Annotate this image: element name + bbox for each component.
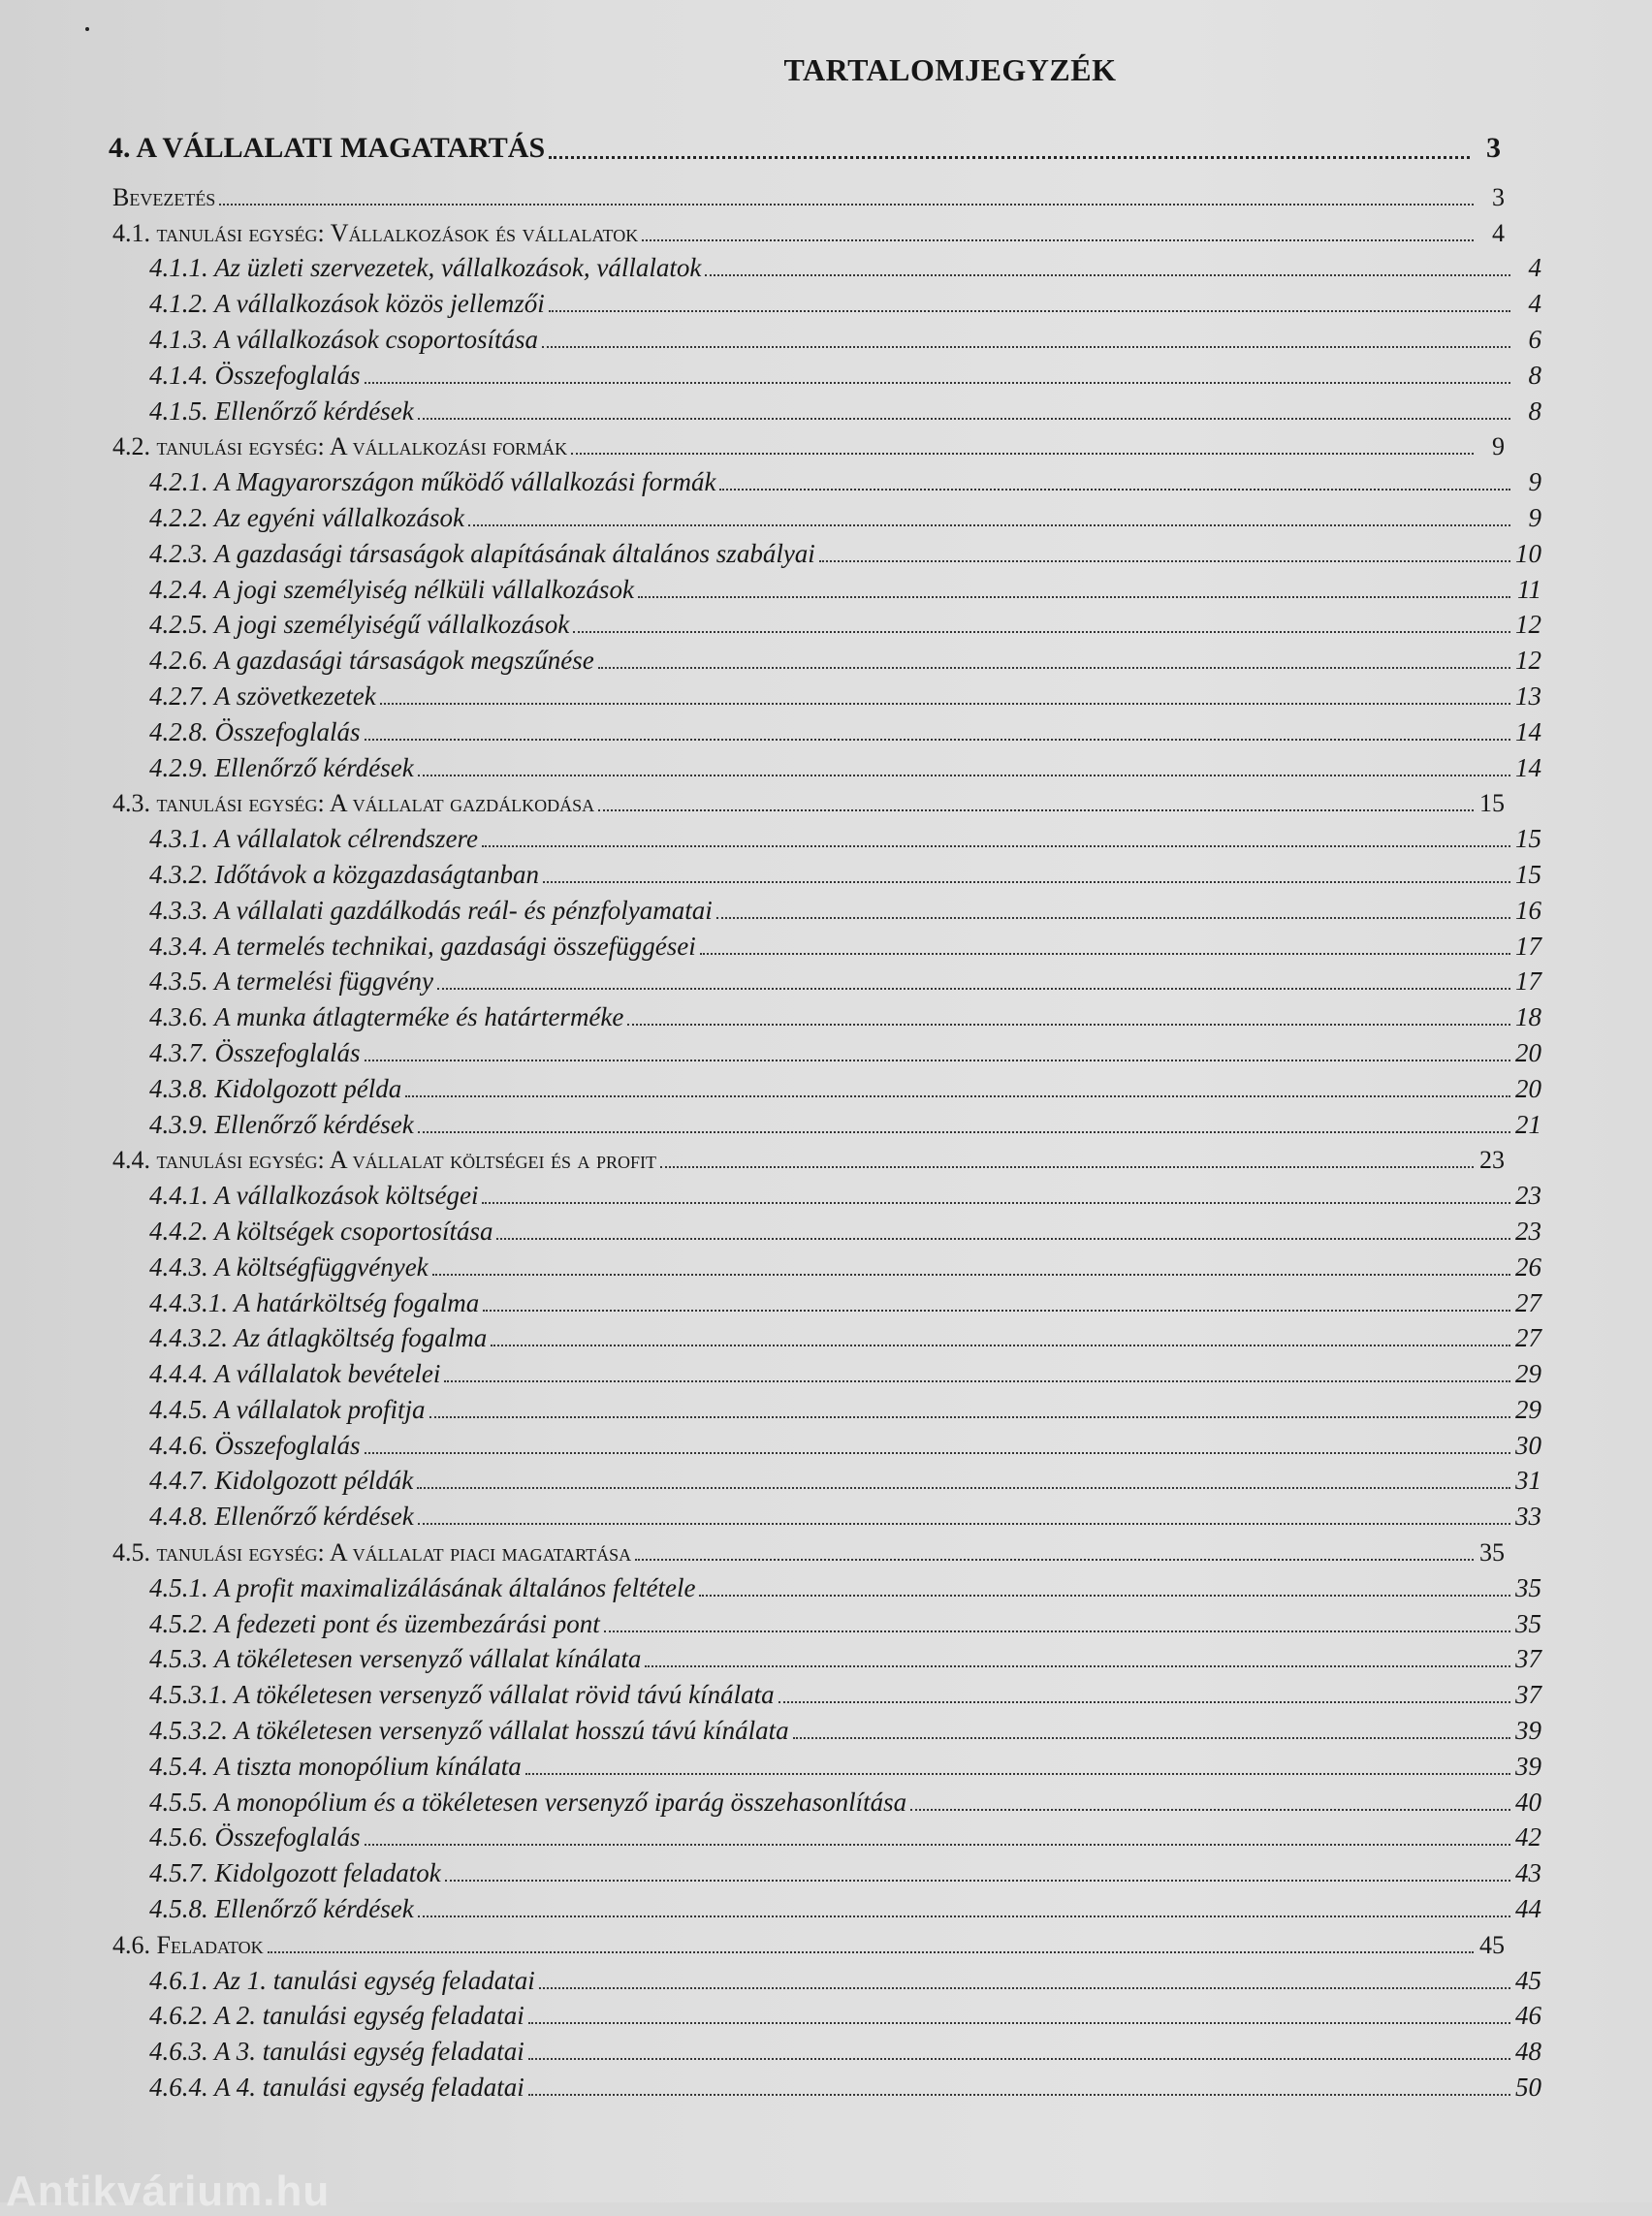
toc-entry-row: [109, 1922, 1505, 1958]
toc-entry-label: 4.3. tanulási egység: A vállalat gazdálkodása: [112, 789, 595, 818]
toc-entry-label: Bevezetés: [112, 182, 216, 211]
dot-leader: [549, 309, 1510, 312]
dot-leader: [528, 2093, 1510, 2096]
dot-leader: [542, 345, 1510, 348]
dot-leader: [700, 952, 1510, 955]
toc-entry-row: [109, 174, 1505, 210]
toc-entry-row: [109, 567, 1541, 603]
toc-entry-page-number: 8: [1528, 360, 1541, 390]
dot-leader: [483, 1309, 1510, 1312]
dot-leader: [819, 559, 1510, 562]
toc-entry-row: [109, 425, 1505, 460]
dot-leader: [491, 1344, 1510, 1346]
toc-entry-page-number: 9: [1528, 502, 1541, 532]
toc-entry-row: [109, 1066, 1541, 1102]
dot-leader: [660, 1165, 1474, 1168]
toc-entry-label: 4.3.3. A vállalati gazdálkodás reál- és pénzfolyamatai: [149, 895, 713, 925]
dot-leader: [598, 666, 1510, 669]
toc-entry-page-number: 39: [1515, 1716, 1541, 1746]
toc-entry-page-number: 27: [1515, 1287, 1541, 1317]
toc-entry-page-number: 8: [1528, 396, 1541, 426]
toc-entry-label: 4.5.8. Ellenőrző kérdések: [149, 1894, 414, 1924]
toc-entry-page-number: 37: [1515, 1644, 1541, 1674]
dot-leader: [380, 702, 1510, 705]
toc-entry-label: 4.5.6. Összefoglalás: [149, 1822, 361, 1852]
toc-entry-row: [109, 353, 1541, 389]
toc-entry-row: [109, 1601, 1541, 1637]
toc-entry-page-number: 17: [1515, 931, 1541, 961]
toc-entry-page-number: 17: [1515, 966, 1541, 997]
dot-leader: [365, 1059, 1510, 1061]
toc-entry-page-number: 18: [1515, 1002, 1541, 1032]
toc-entry-row: [109, 638, 1541, 674]
table-of-contents: [109, 105, 1541, 2103]
toc-entry-page-number: 4: [1492, 218, 1505, 247]
toc-entry-label: 4.4.5. A vállalatok profitja: [149, 1394, 426, 1424]
chapter-page-number: 3: [1486, 132, 1501, 164]
toc-entry-row: [109, 1530, 1505, 1566]
toc-entry-page-number: 20: [1515, 1037, 1541, 1067]
toc-entry-page-number: 29: [1515, 1394, 1541, 1424]
toc-entry-page-number: 42: [1515, 1822, 1541, 1852]
toc-entry-page-number: 40: [1515, 1787, 1541, 1817]
toc-entry-page-number: 30: [1515, 1430, 1541, 1460]
dot-leader: [699, 1594, 1510, 1597]
toc-entry-label: 4.6.3. A 3. tanulási egység feladatai: [149, 2037, 524, 2067]
toc-entry-row: [109, 1209, 1541, 1245]
toc-chapter-row: [109, 105, 1501, 163]
toc-entry-label: 4.5.7. Kidolgozott feladatok: [149, 1858, 441, 1888]
toc-entry-row: [109, 1494, 1541, 1530]
toc-entry-page-number: 48: [1515, 2037, 1541, 2067]
dot-leader: [549, 155, 1470, 159]
toc-entry-page-number: 15: [1479, 789, 1505, 818]
toc-entry-page-number: 9: [1492, 432, 1505, 461]
toc-entry-label: 4.6.4. A 4. tanulási egység feladatai: [149, 2073, 524, 2103]
dot-leader: [635, 1558, 1474, 1561]
dot-leader: [645, 1664, 1510, 1667]
toc-entry-row: [109, 995, 1541, 1030]
toc-entry-row: [109, 1102, 1541, 1138]
toc-entry-page-number: 16: [1515, 895, 1541, 925]
toc-entry-label: 4.4.6. Összefoglalás: [149, 1430, 361, 1460]
toc-entry-row: [109, 1281, 1541, 1316]
toc-entry-page-number: 20: [1515, 1073, 1541, 1103]
toc-entry-label: 4.4.1. A vállalkozások költségei: [149, 1181, 479, 1211]
toc-entry-row: [109, 674, 1541, 710]
toc-entry-row: [109, 1423, 1541, 1459]
toc-entry-page-number: 9: [1528, 467, 1541, 497]
toc-entry-row: [109, 1138, 1505, 1174]
dot-leader: [573, 630, 1510, 633]
toc-entry-page-number: 35: [1479, 1538, 1505, 1567]
toc-entry-page-number: 26: [1515, 1251, 1541, 1282]
toc-entry-row: [109, 1744, 1541, 1780]
toc-entry-page-number: 35: [1515, 1572, 1541, 1602]
toc-entry-page-number: 10: [1515, 538, 1541, 568]
toc-entry-row: [109, 2029, 1541, 2065]
toc-entry-label: 4.5. tanulási egység: A vállalat piaci magatartása: [112, 1538, 632, 1567]
dot-leader: [432, 1273, 1510, 1276]
toc-entry-label: 4.2. tanulási egység: A vállalkozási formák: [112, 432, 568, 461]
toc-entry-row: [109, 1030, 1541, 1066]
dot-leader: [598, 808, 1474, 811]
toc-entry-row: [109, 1316, 1541, 1352]
toc-entry-row: [109, 888, 1541, 924]
toc-entry-label: 4.6. Feladatok: [112, 1930, 264, 1959]
toc-entry-row: [109, 1566, 1541, 1601]
toc-entry-label: 4.2.3. A gazdasági társaságok alapításának általános szabályai: [149, 538, 815, 568]
toc-entry-row: [109, 531, 1541, 567]
toc-entry-label: 4.3.6. A munka átlagterméke és határterméke: [149, 1002, 624, 1032]
toc-entry-page-number: 3: [1492, 182, 1505, 211]
toc-entry-page-number: 46: [1515, 2001, 1541, 2031]
toc-entry-row: [109, 1351, 1541, 1387]
toc-entry-label: 4.6.2. A 2. tanulási egység feladatai: [149, 2001, 524, 2031]
toc-entry-row: [109, 389, 1541, 425]
toc-entry-page-number: 33: [1515, 1502, 1541, 1532]
toc-entry-page-number: 23: [1515, 1216, 1541, 1246]
dot-leader: [444, 1379, 1510, 1382]
dot-leader: [445, 1879, 1510, 1882]
toc-entry-label: 4.1.2. A vállalkozások közös jellemzői: [149, 289, 545, 319]
toc-entry-label: 4.1. tanulási egység: Vállalkozások és vállalatok: [112, 218, 639, 247]
dot-leader: [418, 1522, 1510, 1525]
toc-entry-list: [109, 174, 1541, 2103]
toc-entry-row: [109, 1851, 1541, 1886]
toc-entry-row: [109, 281, 1541, 317]
dot-leader: [528, 2057, 1510, 2060]
toc-entry-page-number: 37: [1515, 1680, 1541, 1710]
chapter-label: 4. A VÁLLALATI MAGATARTÁS: [109, 132, 546, 164]
dot-leader: [571, 452, 1474, 455]
toc-entry-label: 4.1.1. Az üzleti szervezetek, vállalkozások, vállalatok: [149, 253, 702, 283]
toc-entry-row: [109, 924, 1541, 960]
toc-entry-row: [109, 960, 1541, 996]
dot-leader: [365, 738, 1510, 741]
toc-entry-page-number: 14: [1515, 716, 1541, 746]
toc-entry-row: [109, 317, 1541, 353]
toc-entry-row: [109, 210, 1505, 246]
toc-entry-page-number: 27: [1515, 1323, 1541, 1353]
dot-leader: [418, 1915, 1510, 1917]
dot-leader: [365, 381, 1510, 384]
toc-entry-label: 4.4.8. Ellenőrző kérdések: [149, 1502, 414, 1532]
dot-leader: [365, 1451, 1510, 1454]
toc-entry-label: 4.4. tanulási egység: A vállalat költségei és a profit: [112, 1146, 657, 1175]
toc-entry-label: 4.5.4. A tiszta monopólium kínálata: [149, 1751, 522, 1781]
toc-entry-page-number: 4: [1528, 289, 1541, 319]
toc-entry-label: 4.4.3.2. Az átlagköltség fogalma: [149, 1323, 488, 1353]
toc-entry-row: [109, 1708, 1541, 1744]
toc-entry-row: [109, 816, 1541, 852]
dot-leader: [482, 844, 1510, 847]
toc-entry-label: 4.2.4. A jogi személyiség nélküli vállalkozások: [149, 574, 634, 604]
toc-entry-page-number: 39: [1515, 1751, 1541, 1781]
toc-entry-row: [109, 1245, 1541, 1281]
dot-leader: [604, 1630, 1510, 1632]
toc-entry-label: 4.4.2. A költségek csoportosítása: [149, 1216, 493, 1246]
toc-entry-row: [109, 1173, 1541, 1209]
toc-entry-row: [109, 1780, 1541, 1816]
toc-entry-row: [109, 781, 1505, 817]
toc-entry-row: [109, 246, 1541, 282]
dot-leader: [627, 1023, 1510, 1026]
toc-entry-label: 4.5.1. A profit maximalizálásának általános feltétele: [149, 1572, 696, 1602]
toc-entry-label: 4.2.7. A szövetkezetek: [149, 681, 376, 711]
toc-entry-label: 4.3.2. Időtávok a közgazdaságtanban: [149, 859, 539, 889]
toc-entry-page-number: 50: [1515, 2073, 1541, 2103]
dot-leader: [910, 1808, 1510, 1811]
toc-entry-page-number: 29: [1515, 1359, 1541, 1389]
toc-entry-page-number: 12: [1515, 646, 1541, 676]
toc-entry-label: 4.3.4. A termelés technikai, gazdasági összefüggései: [149, 931, 696, 961]
toc-entry-label: 4.3.1. A vállalatok célrendszere: [149, 824, 478, 854]
toc-entry-label: 4.2.6. A gazdasági társaságok megszűnése: [149, 646, 594, 676]
toc-entry-page-number: 21: [1515, 1109, 1541, 1139]
dot-leader: [418, 1130, 1510, 1133]
watermark-text: Antikvárium.hu: [6, 2168, 331, 2215]
toc-entry-label: 4.2.9. Ellenőrző kérdések: [149, 752, 414, 782]
dot-leader: [482, 1201, 1510, 1204]
toc-entry-row: [109, 852, 1541, 888]
toc-entry-label: 4.5.5. A monopólium és a tökéletesen versenyző iparág összehasonlítása: [149, 1787, 907, 1817]
toc-entry-label: 4.1.5. Ellenőrző kérdések: [149, 396, 414, 426]
dot-leader: [496, 1237, 1510, 1240]
toc-entry-row: [109, 1994, 1541, 2030]
toc-entry-label: 4.1.4. Összefoglalás: [149, 360, 361, 390]
dot-leader: [219, 203, 1474, 206]
dot-leader: [268, 1950, 1474, 1953]
toc-entry-row: [109, 1958, 1541, 1994]
page-title: TARTALOMJEGYZÉK: [783, 52, 1117, 87]
speck-mark: [85, 27, 89, 31]
toc-entry-page-number: 6: [1528, 324, 1541, 354]
toc-entry-row: [109, 1672, 1541, 1708]
toc-entry-page-number: 11: [1517, 574, 1541, 604]
dot-leader: [778, 1700, 1510, 1703]
toc-entry-row: [109, 1459, 1541, 1495]
toc-entry-label: 4.3.9. Ellenőrző kérdések: [149, 1109, 414, 1139]
toc-entry-page-number: 43: [1515, 1858, 1541, 1888]
toc-entry-page-number: 4: [1528, 253, 1541, 283]
toc-entry-page-number: 15: [1515, 859, 1541, 889]
dot-leader: [418, 774, 1510, 776]
toc-entry-row: [109, 459, 1541, 495]
toc-entry-page-number: 13: [1515, 681, 1541, 711]
dot-leader: [429, 1415, 1510, 1418]
toc-entry-row: [109, 603, 1541, 639]
toc-entry-page-number: 23: [1479, 1146, 1505, 1175]
toc-entry-page-number: 45: [1479, 1930, 1505, 1959]
dot-leader: [642, 238, 1474, 241]
toc-entry-label: 4.4.3. A költségfüggvények: [149, 1251, 429, 1282]
toc-entry-label: 4.3.7. Összefoglalás: [149, 1037, 361, 1067]
toc-entry-row: [109, 1387, 1541, 1423]
toc-entry-label: 4.1.3. A vállalkozások csoportosítása: [149, 324, 539, 354]
toc-entry-label: 4.2.1. A Magyarországon működő vállalkozási formák: [149, 467, 716, 497]
toc-entry-label: 4.3.5. A termelési függvény: [149, 966, 433, 997]
dot-leader: [793, 1736, 1510, 1739]
toc-entry-page-number: 44: [1515, 1894, 1541, 1924]
toc-entry-label: 4.4.7. Kidolgozott példák: [149, 1466, 414, 1496]
toc-entry-page-number: 23: [1515, 1181, 1541, 1211]
dot-leader: [437, 987, 1510, 990]
toc-entry-row: [109, 745, 1541, 781]
dot-leader: [417, 1486, 1510, 1489]
dot-leader: [418, 417, 1510, 420]
toc-entry-label: 4.4.3.1. A határköltség fogalma: [149, 1287, 480, 1317]
toc-entry-row: [109, 1816, 1541, 1852]
toc-entry-label: 4.2.8. Összefoglalás: [149, 716, 361, 746]
toc-entry-page-number: 12: [1515, 610, 1541, 640]
toc-entry-label: 4.2.5. A jogi személyiségű vállalkozások: [149, 610, 570, 640]
toc-entry-label: 4.6.1. Az 1. tanulási egység feladatai: [149, 1965, 535, 1995]
toc-entry-label: 4.5.2. A fedezeti pont és üzembezárási pont: [149, 1608, 600, 1638]
dot-leader: [543, 880, 1510, 883]
toc-entry-page-number: 35: [1515, 1608, 1541, 1638]
toc-entry-label: 4.2.2. Az egyéni vállalkozások: [149, 502, 464, 532]
dot-leader: [405, 1094, 1510, 1097]
toc-entry-row: [109, 1637, 1541, 1673]
toc-entry-label: 4.3.8. Kidolgozott példa: [149, 1073, 402, 1103]
toc-entry-row: [109, 1886, 1541, 1922]
dot-leader: [716, 916, 1510, 919]
toc-entry-row: [109, 710, 1541, 745]
dot-leader: [539, 1986, 1510, 1989]
toc-entry-page-number: 45: [1515, 1965, 1541, 1995]
dot-leader: [719, 488, 1510, 491]
dot-leader: [638, 595, 1510, 598]
dot-leader: [365, 1843, 1510, 1846]
toc-entry-label: 4.5.3. A tökéletesen versenyző vállalat kínálata: [149, 1644, 642, 1674]
toc-entry-page-number: 14: [1515, 752, 1541, 782]
toc-entry-label: 4.4.4. A vállalatok bevételei: [149, 1359, 441, 1389]
dot-leader: [528, 2021, 1510, 2024]
toc-entry-label: 4.5.3.1. A tökéletesen versenyző vállalat rövid távú kínálata: [149, 1680, 775, 1710]
toc-entry-row: [109, 2065, 1541, 2101]
dot-leader: [468, 523, 1510, 526]
toc-entry-label: 4.5.3.2. A tökéletesen versenyző vállalat hosszú távú kínálata: [149, 1716, 789, 1746]
dot-leader: [525, 1772, 1510, 1775]
dot-leader: [705, 273, 1510, 276]
toc-entry-row: [109, 495, 1541, 531]
toc-entry-page-number: 15: [1515, 824, 1541, 854]
toc-entry-page-number: 31: [1515, 1466, 1541, 1496]
